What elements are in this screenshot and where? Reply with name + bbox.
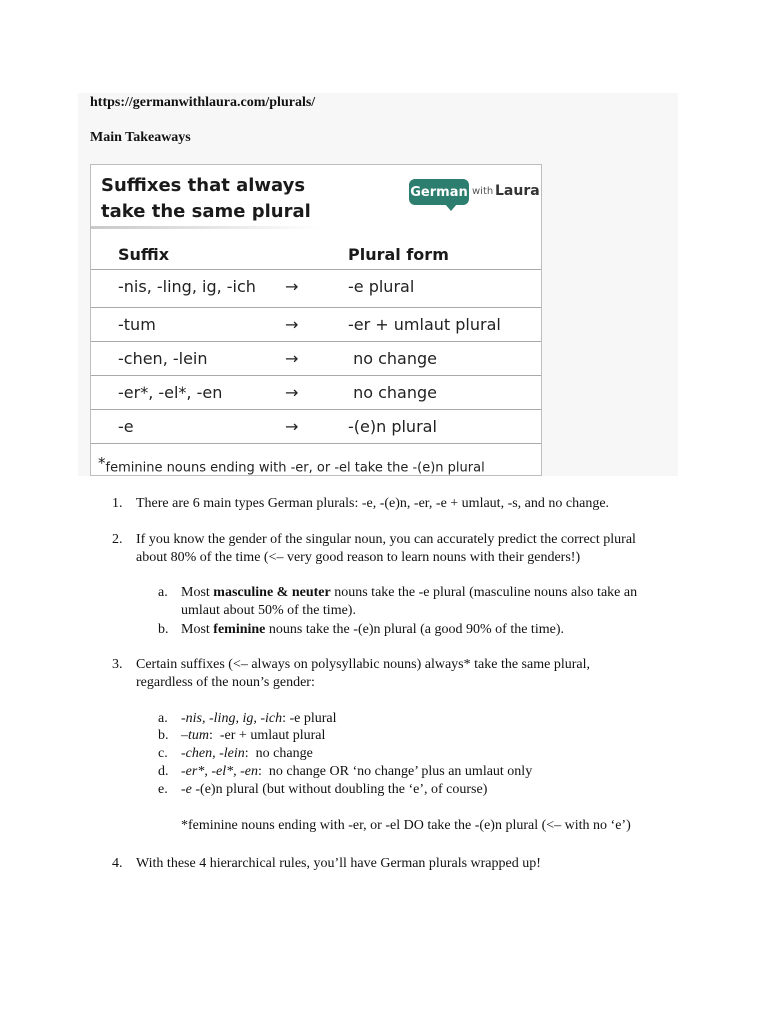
list-text: There are 6 main types German plurals: -e, -(e)n, -er, -e + umlaut, -s, and no change. <box>136 496 610 511</box>
list-text-line2: regardless of the noun’s gender: <box>136 675 315 690</box>
suffix-cell: -nis, -ling, ig, -ich <box>118 277 256 296</box>
suffix-plural-infographic <box>90 164 542 476</box>
sub-list-text <box>181 763 681 781</box>
section-heading: Main Takeaways <box>90 130 191 145</box>
list-number: 1. <box>112 496 123 511</box>
arrow-icon: → <box>285 417 299 436</box>
arrow-icon: → <box>285 315 299 334</box>
sub-list-letter: b. <box>158 728 169 743</box>
list-number: 4. <box>112 856 123 871</box>
suffix-cell: -tum <box>118 315 156 334</box>
sub-list-letter: a. <box>158 711 168 726</box>
title-divider <box>91 226 321 229</box>
sub-list-text <box>181 727 681 745</box>
list-text-line1: Certain suffixes (<– always on polysyllabic nouns) always* take the same plural, <box>136 657 590 672</box>
suffix-rule: : -e plural <box>282 711 337 726</box>
sub-list-text-bold: masculine & neuter <box>213 585 331 600</box>
sub-list-text <box>181 781 681 799</box>
list-text-line2: about 80% of the time (<– very good reason to learn nouns with their genders!) <box>136 550 581 565</box>
sub-list-letter: e. <box>158 782 168 797</box>
table-row <box>91 409 541 443</box>
sub-list-text <box>181 745 681 763</box>
sub-list-letter: c. <box>158 746 168 761</box>
footnote-asterisk: * <box>98 454 106 472</box>
logo-german-badge: German <box>409 179 469 205</box>
plural-cell: -(e)n plural <box>348 417 437 436</box>
sub-list-text <box>181 621 681 639</box>
suffix-rule: : no change OR ‘no change’ plus an umlaut only <box>257 764 533 779</box>
table-row <box>91 341 541 375</box>
column-header-plural: Plural form <box>348 245 449 264</box>
suffix-cell: -e <box>118 417 134 436</box>
infographic-title-line1: Suffixes that always <box>101 175 306 196</box>
suffix-italic: -chen, -lein <box>181 746 245 761</box>
sub-list-letter: a. <box>158 585 168 600</box>
sub-list-text-line2: umlaut about 50% of the time). <box>181 603 356 618</box>
sub-list-text-bold: feminine <box>213 622 266 637</box>
plural-cell: -er + umlaut plural <box>348 315 501 334</box>
plural-cell: -e plural <box>348 277 415 296</box>
logo-speech-tail <box>445 204 457 211</box>
suffix-rule: : no change <box>244 746 313 761</box>
sub-list-text-pre: Most <box>181 585 214 600</box>
sub-list-text-post: nouns take the -e plural (masculine nouns also take an <box>330 585 638 600</box>
suffix-cell: -er*, -el*, -en <box>118 383 223 402</box>
infographic-footnote <box>98 452 485 475</box>
table-row <box>91 307 541 341</box>
german-with-laura-logo <box>409 177 539 213</box>
arrow-icon: → <box>285 349 299 368</box>
suffix-rule: -(e)n plural (but without doubling the ‘e’, of course) <box>191 782 488 797</box>
suffix-cell: -chen, -lein <box>118 349 208 368</box>
arrow-icon: → <box>285 383 299 402</box>
suffix-footnote-text: *feminine nouns ending with -er, or -el DO take the -(e)n plural (<– with no ‘e’) <box>181 818 631 833</box>
sub-list-letter: d. <box>158 764 169 779</box>
sub-list-text-pre: Most <box>181 622 214 637</box>
plural-cell: no change <box>348 349 437 368</box>
suffix-rule: : -er + umlaut plural <box>209 728 326 743</box>
list-text: With these 4 hierarchical rules, you’ll have German plurals wrapped up! <box>136 856 541 871</box>
list-text-line1: If you know the gender of the singular noun, you can accurately predict the correct plural <box>136 532 636 547</box>
sub-list-text <box>181 710 681 728</box>
list-number: 3. <box>112 657 123 672</box>
suffix-italic: -er*, -el*, -en <box>181 764 258 779</box>
sub-list-letter: b. <box>158 622 169 637</box>
infographic-title-line2: take the same plural <box>101 201 311 222</box>
column-header-suffix: Suffix <box>118 245 170 264</box>
footnote-text: feminine nouns ending with -er, or -el take the -(e)n plural <box>105 460 485 476</box>
logo-with: with <box>472 186 494 197</box>
sub-list-text-post: nouns take the -(e)n plural (a good 90% of the time). <box>265 622 564 637</box>
arrow-icon: → <box>285 277 299 296</box>
logo-laura: Laura <box>495 183 540 199</box>
table-row <box>91 375 541 409</box>
plural-cell: no change <box>348 383 437 402</box>
source-url[interactable]: https://germanwithlaura.com/plurals/ <box>90 95 316 110</box>
infographic-footnote-row <box>91 443 541 476</box>
suffix-italic: -e <box>181 782 192 797</box>
table-row <box>91 269 541 303</box>
list-number: 2. <box>112 532 123 547</box>
suffix-italic: -nis, -ling, ig, -ich <box>181 711 283 726</box>
infographic-title <box>101 173 341 225</box>
suffix-italic: –tum <box>181 728 209 743</box>
sub-list-text <box>181 584 681 602</box>
